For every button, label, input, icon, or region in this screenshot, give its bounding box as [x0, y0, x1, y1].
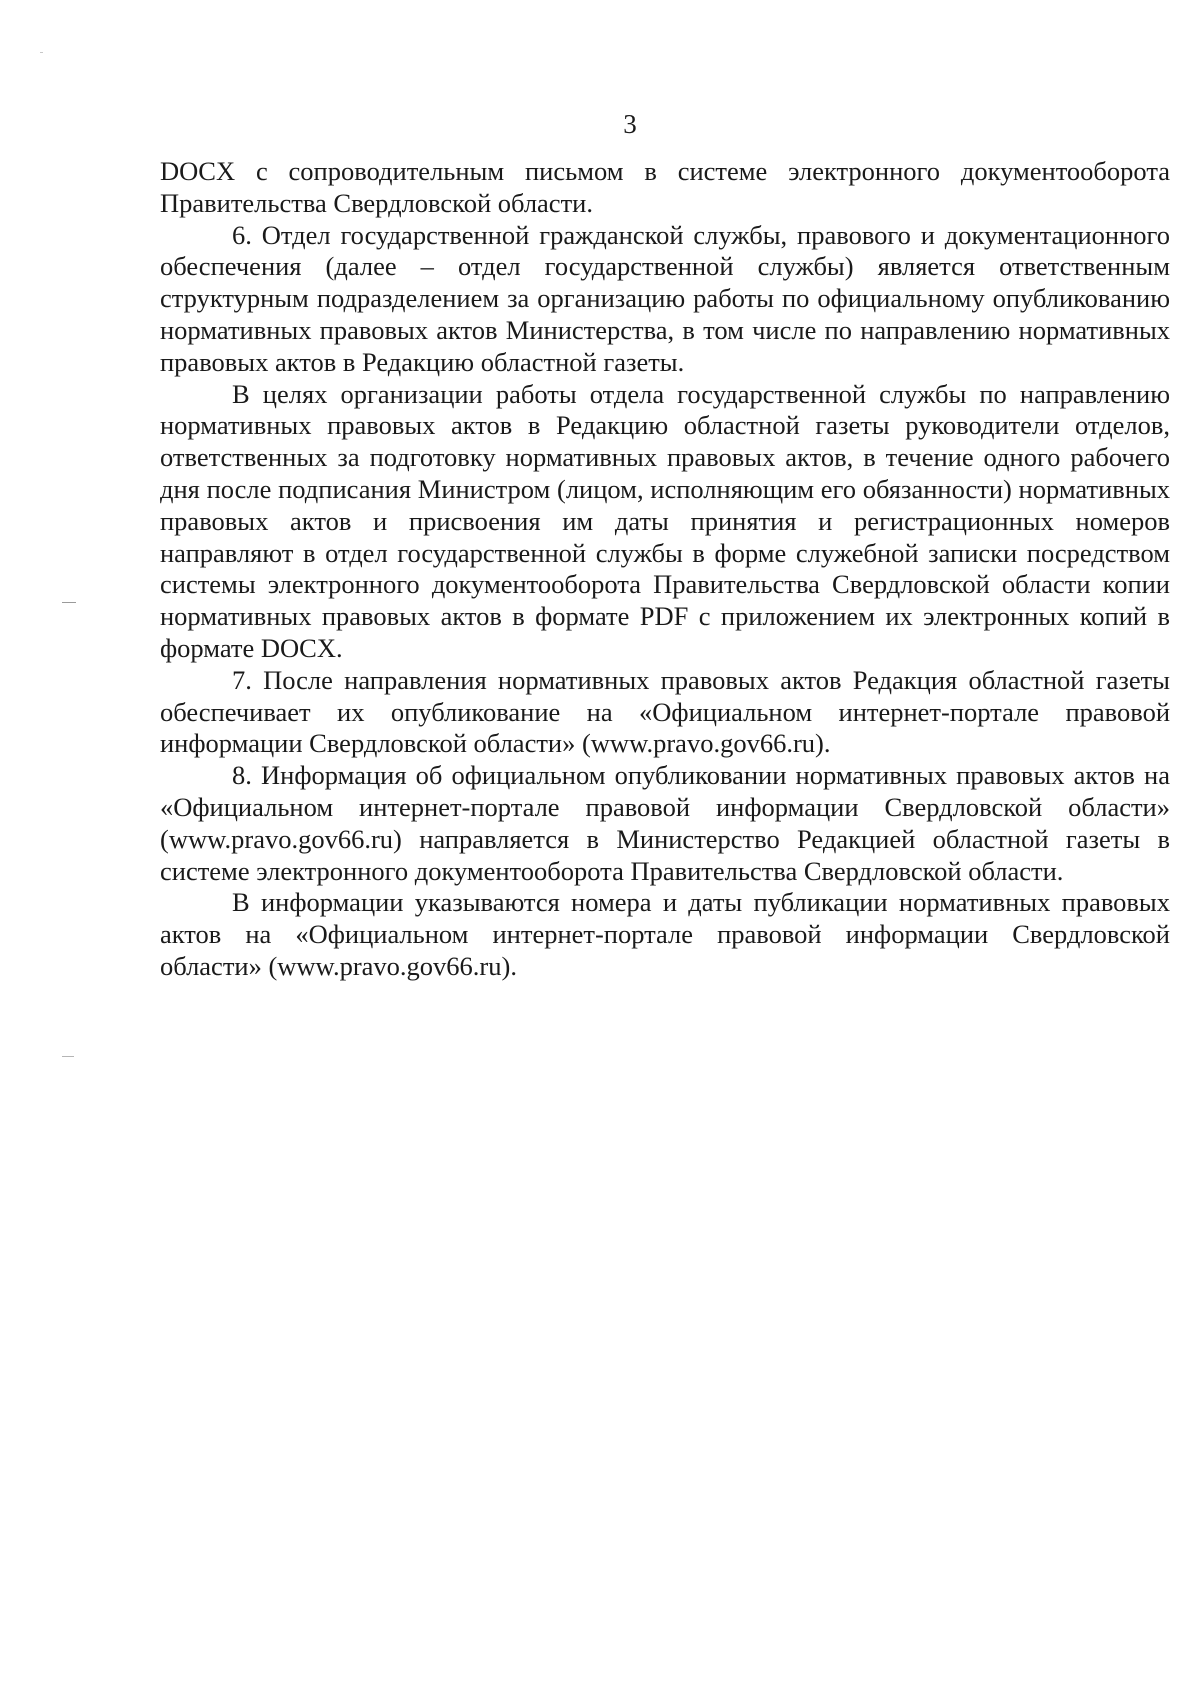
- paragraph-item-7: 7. После направления нормативных правовых актов Редакция областной газеты обеспечивает их опубликование на «Официальном интернет-портале правовой информации Свердловской области» (www.pravo.gov66.ru).: [160, 664, 1170, 759]
- paragraph-item-8-detail: В информации указываются номера и даты публикации нормативных правовых актов на «Официальном интернет-портале правовой информации Свердловской области» (www.pravo.gov66.ru).: [160, 887, 1170, 981]
- paragraph-item-6: 6. Отдел государственной гражданской службы, правового и документационного обеспечения (далее – отдел государственной службы) является ответственным структурным подразделением за организацию работы по официальному опубликованию нормативных правовых актов Министерства, в том числе по направлению нормативных правовых актов в Редакцию областной газеты.: [160, 219, 1170, 377]
- scan-artifact-mark: [62, 1056, 74, 1057]
- paragraph-item-8: 8. Информация об официальном опубликовании нормативных правовых актов на «Официальном интернет-портале правовой информации Свердловской области» (www.pravo.gov66.ru) направляется в Министерство Редакцией областной газеты в системе электронного документооборота Правительства Свердловской области.: [160, 760, 1170, 886]
- document-body: [160, 156, 1170, 983]
- scan-artifact-mark: [62, 602, 76, 603]
- paragraph-item-6-detail: В целях организации работы отдела государственной службы по направлению нормативных правовых актов в Редакцию областной газеты руководители отделов, ответственных за подготовку нормативных правовых актов, в течение одного рабочего дня после подписания Министром (лицом, исполняющим его обязанности) нормативных правовых актов и присвоения им даты принятия и регистрационных номеров направляют в отдел государственной службы в форме служебной записки посредством системы электронного документооборота Правительства Свердловской области копии нормативных правовых актов в формате PDF с приложением их электронных копий в формате DOCX.: [160, 378, 1170, 663]
- page-number: 3: [623, 109, 637, 139]
- scan-artifact-mark: [40, 52, 43, 53]
- paragraph-continuation: DOCX с сопроводительным письмом в системе электронного документооборота Правительства Свердловской области.: [160, 156, 1170, 218]
